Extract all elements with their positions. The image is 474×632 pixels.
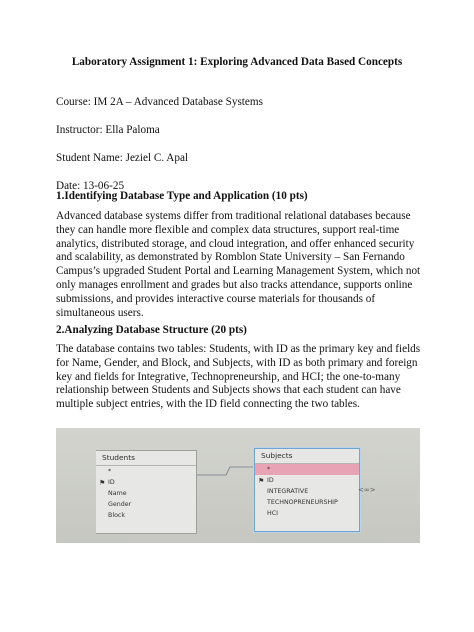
- instructor-line: Instructor: Ella Paloma: [56, 124, 160, 136]
- section2-heading: 2.Analyzing Database Structure (20 pts): [56, 324, 247, 336]
- students-star-row: *: [108, 468, 112, 475]
- students-table-card: [96, 450, 197, 534]
- students-field-id: [96, 477, 196, 488]
- section1-paragraph: Advanced database systems differ from traditional relational databases because they can handle more flexible and complex data structures, support real-time analytics, distributed storage, and cloud integration, and offer enhanced security and scalability, as demonstrated by Romblon State University – San Fernando Campus’s upgraded Student Portal and Learning Management System, which not only manages enrollment and grades but also tracks attendance, supports online submissions, and provides interactive course materials for thousands of simultaneous users.: [56, 210, 421, 319]
- student-name-line: Student Name: Jeziel C. Apal: [56, 152, 189, 164]
- subjects-field-id-label: ID: [267, 477, 274, 484]
- database-relationship-screenshot: [56, 428, 420, 543]
- relationship-line: [196, 465, 260, 477]
- students-field-gender: Gender: [108, 501, 132, 508]
- subjects-field-technopreneurship: TECHNOPRENEURSHIP: [267, 499, 338, 506]
- students-table-title: Students: [96, 451, 196, 466]
- document-title: Laboratory Assignment 1: Exploring Advanced Data Based Concepts: [71, 56, 403, 68]
- course-line: Course: IM 2A – Advanced Database Systems: [56, 96, 263, 108]
- subjects-star-row: *: [255, 464, 359, 475]
- students-field-id-label: ID: [108, 479, 115, 486]
- subjects-field-id: [255, 475, 359, 486]
- students-field-block: Block: [108, 512, 126, 519]
- subjects-field-integrative: INTEGRATIVE: [267, 488, 309, 495]
- section1-heading: 1.Identifying Database Type and Application (10 pts): [56, 190, 308, 202]
- relationship-infinity-icon: <∞>: [358, 486, 376, 494]
- section2-paragraph: The database contains two tables: Students, with ID as the primary key and fields for Name, Gender, and Block, and Subjects, with ID as both primary and foreign key and fields for Integrative, Technopreneurship, and HCI; the one-to-many relationship between Students and Subjects shows that each student can have multiple subject entries, with the ID field connecting the two tables.: [56, 343, 421, 411]
- subjects-table-card: [254, 448, 360, 532]
- date-line: Date: 13-06-25: [56, 180, 125, 192]
- key-icon: ⚑: [258, 477, 265, 485]
- subjects-field-hci: HCI: [267, 510, 278, 517]
- key-icon: ⚑: [99, 479, 106, 487]
- subjects-table-title: Subjects: [255, 449, 359, 464]
- students-field-name: Name: [108, 490, 127, 497]
